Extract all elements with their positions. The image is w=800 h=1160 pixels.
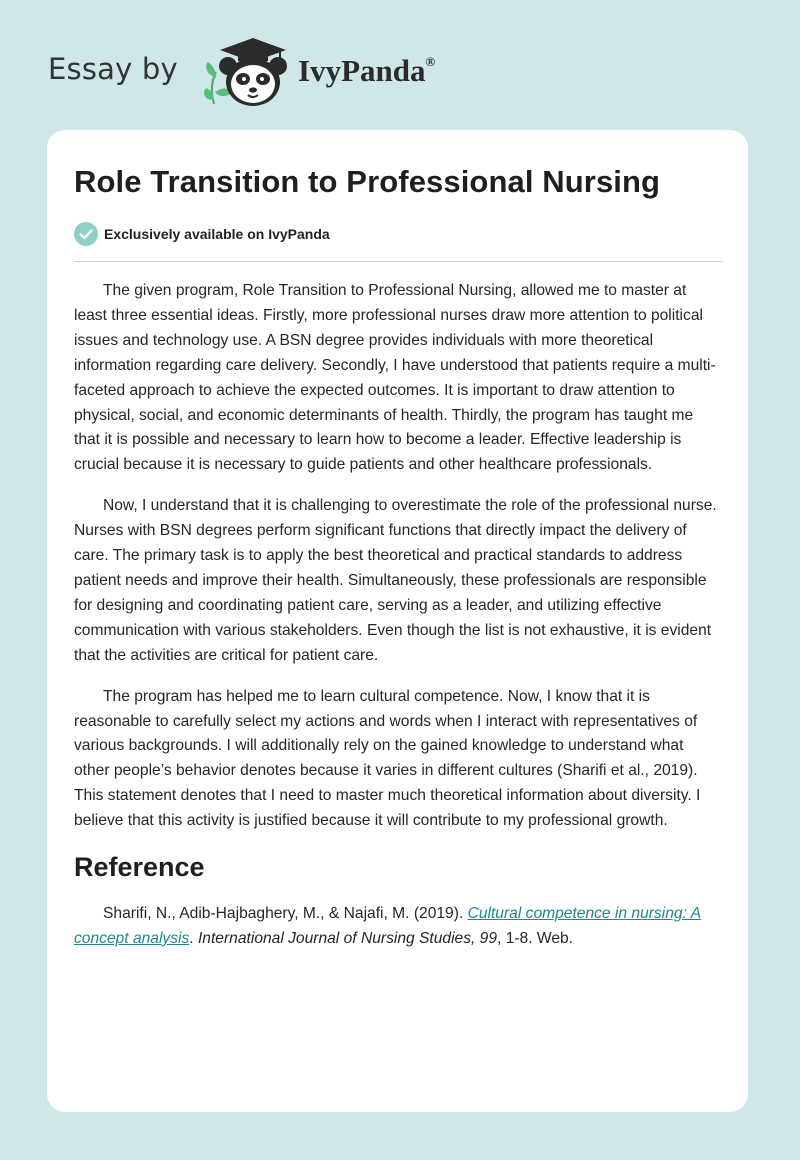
reference-authors: Sharifi, N., Adib-Hajbaghery, M., & Najafi, M. (2019). <box>103 905 468 923</box>
reference-journal: International Journal of Nursing Studies, 99 <box>197 929 498 947</box>
essay-by-label: Essay by <box>48 52 178 86</box>
site-header <box>48 32 748 112</box>
reference-entry <box>74 902 719 952</box>
paragraph: The given program, Role Transition to Professional Nursing, allowed me to master at least three essential ideas. Firstly, more professional nurses draw more attention to political issues and technology use. A BSN degree provides individuals with more theoretical information regarding care delivery. Secondly, I have understood that patients require a multi-faceted approach to achieve the expected outcomes. It is important to draw attention to physical, social, and economic determinants of health. Thirdly, the program has taught me that it is possible and necessary to learn how to become a leader. Effective leadership is crucial because it is necessary to guide patients and other healthcare professionals. <box>74 282 716 474</box>
paragraph: The program has helped me to learn cultural competence. Now, I know that it is reasonable to carefully select my actions and words when I interact with representatives of various backgrounds. I will additionally rely on the gained knowledge to understand what other people’s behavior denotes because it varies in different cultures (Sharifi et al., 2019). This statement denotes that I need to master much theoretical information about diversity. I believe that this activity is justified because it will contribute to my professional growth. <box>74 687 701 830</box>
check-circle-icon <box>74 222 98 246</box>
essay-card <box>47 130 748 1112</box>
trademark-symbol: ® <box>425 53 436 69</box>
reference-heading: Reference <box>74 852 205 883</box>
page-title: Role Transition to Professional Nursing <box>74 164 661 199</box>
essay-body <box>74 279 719 968</box>
divider <box>74 261 723 262</box>
paragraph: Now, I understand that it is challenging to overestimate the role of the professional nurse. Nurses with BSN degrees perform significant functions that directly impact the delivery of care. The primary task is to apply the best theoretical and practical standards to address patient needs and improve their health. Simultaneously, these professionals are responsible for designing and coordinating patient care, serving as a leader, and utilizing effective communication with various stakeholders. Even though the list is not exhaustive, it is evident that the activities are critical for patient care. <box>74 497 717 664</box>
panda-graduate-icon <box>200 34 292 110</box>
exclusive-badge <box>74 222 330 246</box>
reference-link[interactable]: Cultural competence in nursing: A concept analysis <box>74 905 702 947</box>
reference-tail: , 1-8. Web. <box>497 929 574 947</box>
brand-name: IvyPanda® <box>298 53 436 88</box>
reference-separator: . <box>189 929 198 947</box>
exclusive-label: Exclusively available on IvyPanda <box>104 226 330 242</box>
